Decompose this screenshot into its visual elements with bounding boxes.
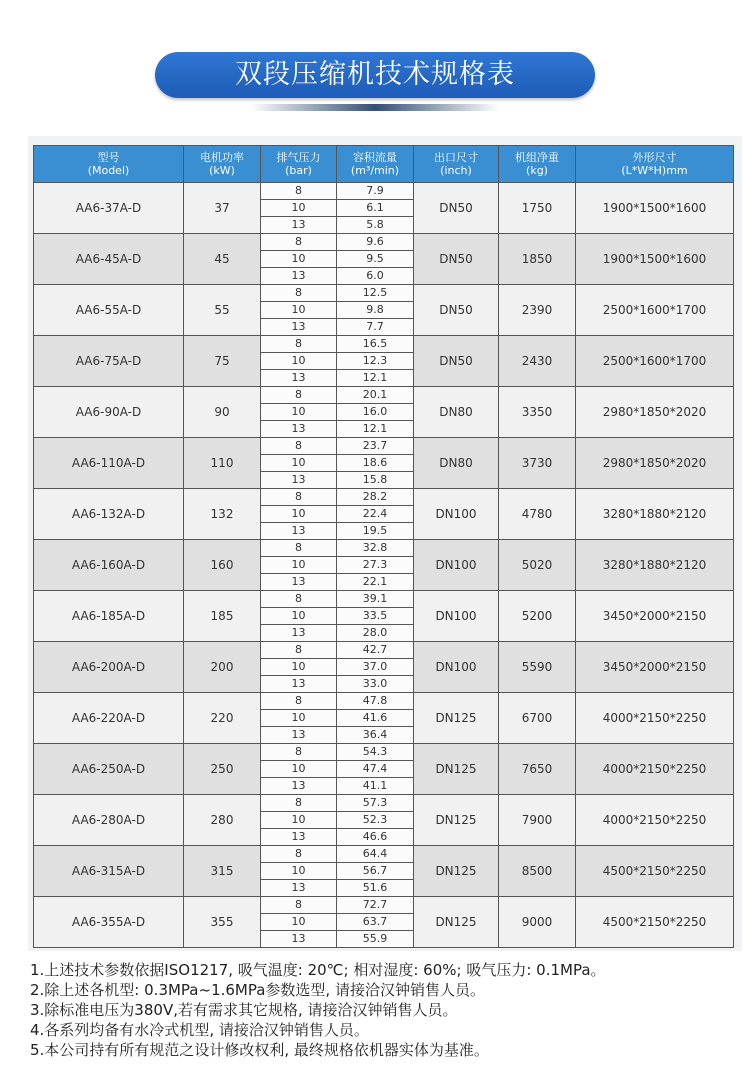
flow-cell: 16.5 bbox=[337, 336, 414, 353]
spec-table-container bbox=[28, 136, 742, 951]
dimensions-cell: 2980*1850*2020 bbox=[576, 387, 734, 438]
table-body bbox=[34, 183, 734, 948]
outlet-cell: DN125 bbox=[414, 897, 499, 948]
model-cell: AA6-37A-D bbox=[34, 183, 184, 234]
outlet-cell: DN100 bbox=[414, 642, 499, 693]
power-cell: 315 bbox=[184, 846, 261, 897]
model-cell: AA6-110A-D bbox=[34, 438, 184, 489]
pressure-cell: 10 bbox=[261, 302, 337, 319]
flow-cell: 9.8 bbox=[337, 302, 414, 319]
pressure-cell: 10 bbox=[261, 812, 337, 829]
flow-cell: 46.6 bbox=[337, 829, 414, 846]
power-cell: 355 bbox=[184, 897, 261, 948]
flow-cell: 12.1 bbox=[337, 370, 414, 387]
flow-cell: 23.7 bbox=[337, 438, 414, 455]
flow-cell: 6.0 bbox=[337, 268, 414, 285]
weight-cell: 9000 bbox=[499, 897, 576, 948]
pressure-cell: 8 bbox=[261, 897, 337, 914]
weight-cell: 5590 bbox=[499, 642, 576, 693]
model-cell: AA6-90A-D bbox=[34, 387, 184, 438]
weight-cell: 1850 bbox=[499, 234, 576, 285]
weight-cell: 5200 bbox=[499, 591, 576, 642]
power-cell: 110 bbox=[184, 438, 261, 489]
flow-cell: 6.1 bbox=[337, 200, 414, 217]
outlet-cell: DN50 bbox=[414, 336, 499, 387]
model-cell: AA6-185A-D bbox=[34, 591, 184, 642]
dimensions-cell: 4000*2150*2250 bbox=[576, 795, 734, 846]
table-row bbox=[34, 489, 734, 506]
pressure-cell: 13 bbox=[261, 676, 337, 693]
table-row bbox=[34, 540, 734, 557]
header-pressure: 排气压力 (bar) bbox=[261, 146, 337, 183]
table-row bbox=[34, 693, 734, 710]
header-power: 电机功率 (kW) bbox=[184, 146, 261, 183]
pressure-cell: 13 bbox=[261, 727, 337, 744]
dimensions-cell: 4500*2150*2250 bbox=[576, 897, 734, 948]
pressure-cell: 8 bbox=[261, 795, 337, 812]
pressure-cell: 8 bbox=[261, 336, 337, 353]
model-cell: AA6-132A-D bbox=[34, 489, 184, 540]
flow-cell: 18.6 bbox=[337, 455, 414, 472]
flow-cell: 9.6 bbox=[337, 234, 414, 251]
weight-cell: 7650 bbox=[499, 744, 576, 795]
flow-cell: 28.2 bbox=[337, 489, 414, 506]
flow-cell: 36.4 bbox=[337, 727, 414, 744]
outlet-cell: DN125 bbox=[414, 744, 499, 795]
table-row bbox=[34, 846, 734, 863]
power-cell: 132 bbox=[184, 489, 261, 540]
pressure-cell: 8 bbox=[261, 438, 337, 455]
flow-cell: 51.6 bbox=[337, 880, 414, 897]
flow-cell: 55.9 bbox=[337, 931, 414, 948]
power-cell: 250 bbox=[184, 744, 261, 795]
pressure-cell: 10 bbox=[261, 404, 337, 421]
pressure-cell: 13 bbox=[261, 472, 337, 489]
outlet-cell: DN125 bbox=[414, 693, 499, 744]
flow-cell: 57.3 bbox=[337, 795, 414, 812]
title-banner bbox=[155, 52, 595, 98]
pressure-cell: 13 bbox=[261, 829, 337, 846]
flow-cell: 39.1 bbox=[337, 591, 414, 608]
outlet-cell: DN50 bbox=[414, 183, 499, 234]
flow-cell: 7.7 bbox=[337, 319, 414, 336]
table-row bbox=[34, 438, 734, 455]
model-cell: AA6-75A-D bbox=[34, 336, 184, 387]
outlet-cell: DN100 bbox=[414, 540, 499, 591]
flow-cell: 42.7 bbox=[337, 642, 414, 659]
power-cell: 280 bbox=[184, 795, 261, 846]
table-row bbox=[34, 897, 734, 914]
pressure-cell: 13 bbox=[261, 319, 337, 336]
notes-section bbox=[30, 960, 745, 1060]
weight-cell: 8500 bbox=[499, 846, 576, 897]
header-weight: 机组净重 (kg) bbox=[499, 146, 576, 183]
flow-cell: 5.8 bbox=[337, 217, 414, 234]
note-item: 5.本公司持有所有规范之设计修改权利, 最终规格依机器实体为基准。 bbox=[30, 1041, 489, 1059]
flow-cell: 16.0 bbox=[337, 404, 414, 421]
pressure-cell: 13 bbox=[261, 217, 337, 234]
flow-cell: 12.1 bbox=[337, 421, 414, 438]
power-cell: 90 bbox=[184, 387, 261, 438]
flow-cell: 33.5 bbox=[337, 608, 414, 625]
table-row bbox=[34, 642, 734, 659]
model-cell: AA6-280A-D bbox=[34, 795, 184, 846]
dimensions-cell: 4000*2150*2250 bbox=[576, 693, 734, 744]
flow-cell: 19.5 bbox=[337, 523, 414, 540]
flow-cell: 56.7 bbox=[337, 863, 414, 880]
flow-cell: 41.1 bbox=[337, 778, 414, 795]
pressure-cell: 8 bbox=[261, 540, 337, 557]
dimensions-cell: 1900*1500*1600 bbox=[576, 234, 734, 285]
weight-cell: 7900 bbox=[499, 795, 576, 846]
pressure-cell: 10 bbox=[261, 200, 337, 217]
pressure-cell: 13 bbox=[261, 370, 337, 387]
power-cell: 160 bbox=[184, 540, 261, 591]
pressure-cell: 10 bbox=[261, 761, 337, 778]
spec-table bbox=[33, 145, 734, 948]
outlet-cell: DN80 bbox=[414, 387, 499, 438]
outlet-cell: DN80 bbox=[414, 438, 499, 489]
power-cell: 45 bbox=[184, 234, 261, 285]
pressure-cell: 8 bbox=[261, 846, 337, 863]
note-item: 3.除标准电压为380V,若有需求其它规格, 请接洽汉钟销售人员。 bbox=[30, 1001, 458, 1019]
flow-cell: 20.1 bbox=[337, 387, 414, 404]
dimensions-cell: 3280*1880*2120 bbox=[576, 489, 734, 540]
pressure-cell: 8 bbox=[261, 387, 337, 404]
weight-cell: 2430 bbox=[499, 336, 576, 387]
model-cell: AA6-55A-D bbox=[34, 285, 184, 336]
power-cell: 185 bbox=[184, 591, 261, 642]
note-item: 4.各系列均备有水冷式机型, 请接洽汉钟销售人员。 bbox=[30, 1021, 369, 1039]
pressure-cell: 10 bbox=[261, 455, 337, 472]
pressure-cell: 8 bbox=[261, 642, 337, 659]
model-cell: AA6-250A-D bbox=[34, 744, 184, 795]
pressure-cell: 10 bbox=[261, 710, 337, 727]
outlet-cell: DN100 bbox=[414, 489, 499, 540]
weight-cell: 1750 bbox=[499, 183, 576, 234]
flow-cell: 54.3 bbox=[337, 744, 414, 761]
table-row bbox=[34, 183, 734, 200]
pressure-cell: 10 bbox=[261, 557, 337, 574]
table-row bbox=[34, 336, 734, 353]
flow-cell: 12.5 bbox=[337, 285, 414, 302]
weight-cell: 3350 bbox=[499, 387, 576, 438]
dimensions-cell: 2980*1850*2020 bbox=[576, 438, 734, 489]
flow-cell: 15.8 bbox=[337, 472, 414, 489]
flow-cell: 37.0 bbox=[337, 659, 414, 676]
dimensions-cell: 4500*2150*2250 bbox=[576, 846, 734, 897]
model-cell: AA6-220A-D bbox=[34, 693, 184, 744]
dimensions-cell: 2500*1600*1700 bbox=[576, 336, 734, 387]
flow-cell: 47.4 bbox=[337, 761, 414, 778]
flow-cell: 22.4 bbox=[337, 506, 414, 523]
note-item: 1.上述技术参数依据ISO1217, 吸气温度: 20℃; 相对湿度: 60%; 吸气压力: 0.1MPa。 bbox=[30, 961, 606, 979]
weight-cell: 2390 bbox=[499, 285, 576, 336]
table-row bbox=[34, 795, 734, 812]
pressure-cell: 8 bbox=[261, 744, 337, 761]
flow-cell: 12.3 bbox=[337, 353, 414, 370]
pressure-cell: 13 bbox=[261, 778, 337, 795]
model-cell: AA6-315A-D bbox=[34, 846, 184, 897]
flow-cell: 63.7 bbox=[337, 914, 414, 931]
flow-cell: 64.4 bbox=[337, 846, 414, 863]
header-flow: 容积流量 (m³/min) bbox=[337, 146, 414, 183]
power-cell: 220 bbox=[184, 693, 261, 744]
model-cell: AA6-200A-D bbox=[34, 642, 184, 693]
flow-cell: 32.8 bbox=[337, 540, 414, 557]
model-cell: AA6-160A-D bbox=[34, 540, 184, 591]
pressure-cell: 10 bbox=[261, 659, 337, 676]
pressure-cell: 13 bbox=[261, 880, 337, 897]
outlet-cell: DN50 bbox=[414, 234, 499, 285]
model-cell: AA6-355A-D bbox=[34, 897, 184, 948]
power-cell: 75 bbox=[184, 336, 261, 387]
flow-cell: 52.3 bbox=[337, 812, 414, 829]
pressure-cell: 10 bbox=[261, 608, 337, 625]
header-dimensions: 外形尺寸 (L*W*H)mm bbox=[576, 146, 734, 183]
outlet-cell: DN125 bbox=[414, 795, 499, 846]
outlet-cell: DN50 bbox=[414, 285, 499, 336]
flow-cell: 33.0 bbox=[337, 676, 414, 693]
pressure-cell: 8 bbox=[261, 234, 337, 251]
pressure-cell: 13 bbox=[261, 268, 337, 285]
model-cell: AA6-45A-D bbox=[34, 234, 184, 285]
dimensions-cell: 2500*1600*1700 bbox=[576, 285, 734, 336]
flow-cell: 7.9 bbox=[337, 183, 414, 200]
page-title: 双段压缩机技术规格表 bbox=[235, 59, 515, 90]
table-row bbox=[34, 387, 734, 404]
pressure-cell: 13 bbox=[261, 523, 337, 540]
table-row bbox=[34, 285, 734, 302]
dimensions-cell: 3280*1880*2120 bbox=[576, 540, 734, 591]
pressure-cell: 10 bbox=[261, 251, 337, 268]
pressure-cell: 8 bbox=[261, 591, 337, 608]
pressure-cell: 10 bbox=[261, 353, 337, 370]
table-row bbox=[34, 744, 734, 761]
flow-cell: 28.0 bbox=[337, 625, 414, 642]
flow-cell: 41.6 bbox=[337, 710, 414, 727]
flow-cell: 72.7 bbox=[337, 897, 414, 914]
pressure-cell: 13 bbox=[261, 421, 337, 438]
pressure-cell: 8 bbox=[261, 693, 337, 710]
power-cell: 200 bbox=[184, 642, 261, 693]
pressure-cell: 8 bbox=[261, 489, 337, 506]
table-header-row bbox=[34, 146, 734, 183]
flow-cell: 27.3 bbox=[337, 557, 414, 574]
pressure-cell: 10 bbox=[261, 863, 337, 880]
flow-cell: 22.1 bbox=[337, 574, 414, 591]
pressure-cell: 13 bbox=[261, 625, 337, 642]
note-item: 2.除上述各机型: 0.3MPa~1.6MPa参数选型, 请接洽汉钟销售人员。 bbox=[30, 981, 485, 999]
pressure-cell: 10 bbox=[261, 914, 337, 931]
title-underline bbox=[250, 104, 500, 111]
weight-cell: 3730 bbox=[499, 438, 576, 489]
outlet-cell: DN125 bbox=[414, 846, 499, 897]
pressure-cell: 8 bbox=[261, 285, 337, 302]
dimensions-cell: 4000*2150*2250 bbox=[576, 744, 734, 795]
table-row bbox=[34, 591, 734, 608]
power-cell: 37 bbox=[184, 183, 261, 234]
table-row bbox=[34, 234, 734, 251]
flow-cell: 9.5 bbox=[337, 251, 414, 268]
outlet-cell: DN100 bbox=[414, 591, 499, 642]
header-model: 型号 (Model) bbox=[34, 146, 184, 183]
dimensions-cell: 1900*1500*1600 bbox=[576, 183, 734, 234]
pressure-cell: 10 bbox=[261, 506, 337, 523]
weight-cell: 5020 bbox=[499, 540, 576, 591]
header-outlet: 出口尺寸 (inch) bbox=[414, 146, 499, 183]
flow-cell: 47.8 bbox=[337, 693, 414, 710]
weight-cell: 4780 bbox=[499, 489, 576, 540]
dimensions-cell: 3450*2000*2150 bbox=[576, 642, 734, 693]
pressure-cell: 13 bbox=[261, 574, 337, 591]
dimensions-cell: 3450*2000*2150 bbox=[576, 591, 734, 642]
weight-cell: 6700 bbox=[499, 693, 576, 744]
pressure-cell: 8 bbox=[261, 183, 337, 200]
pressure-cell: 13 bbox=[261, 931, 337, 948]
power-cell: 55 bbox=[184, 285, 261, 336]
